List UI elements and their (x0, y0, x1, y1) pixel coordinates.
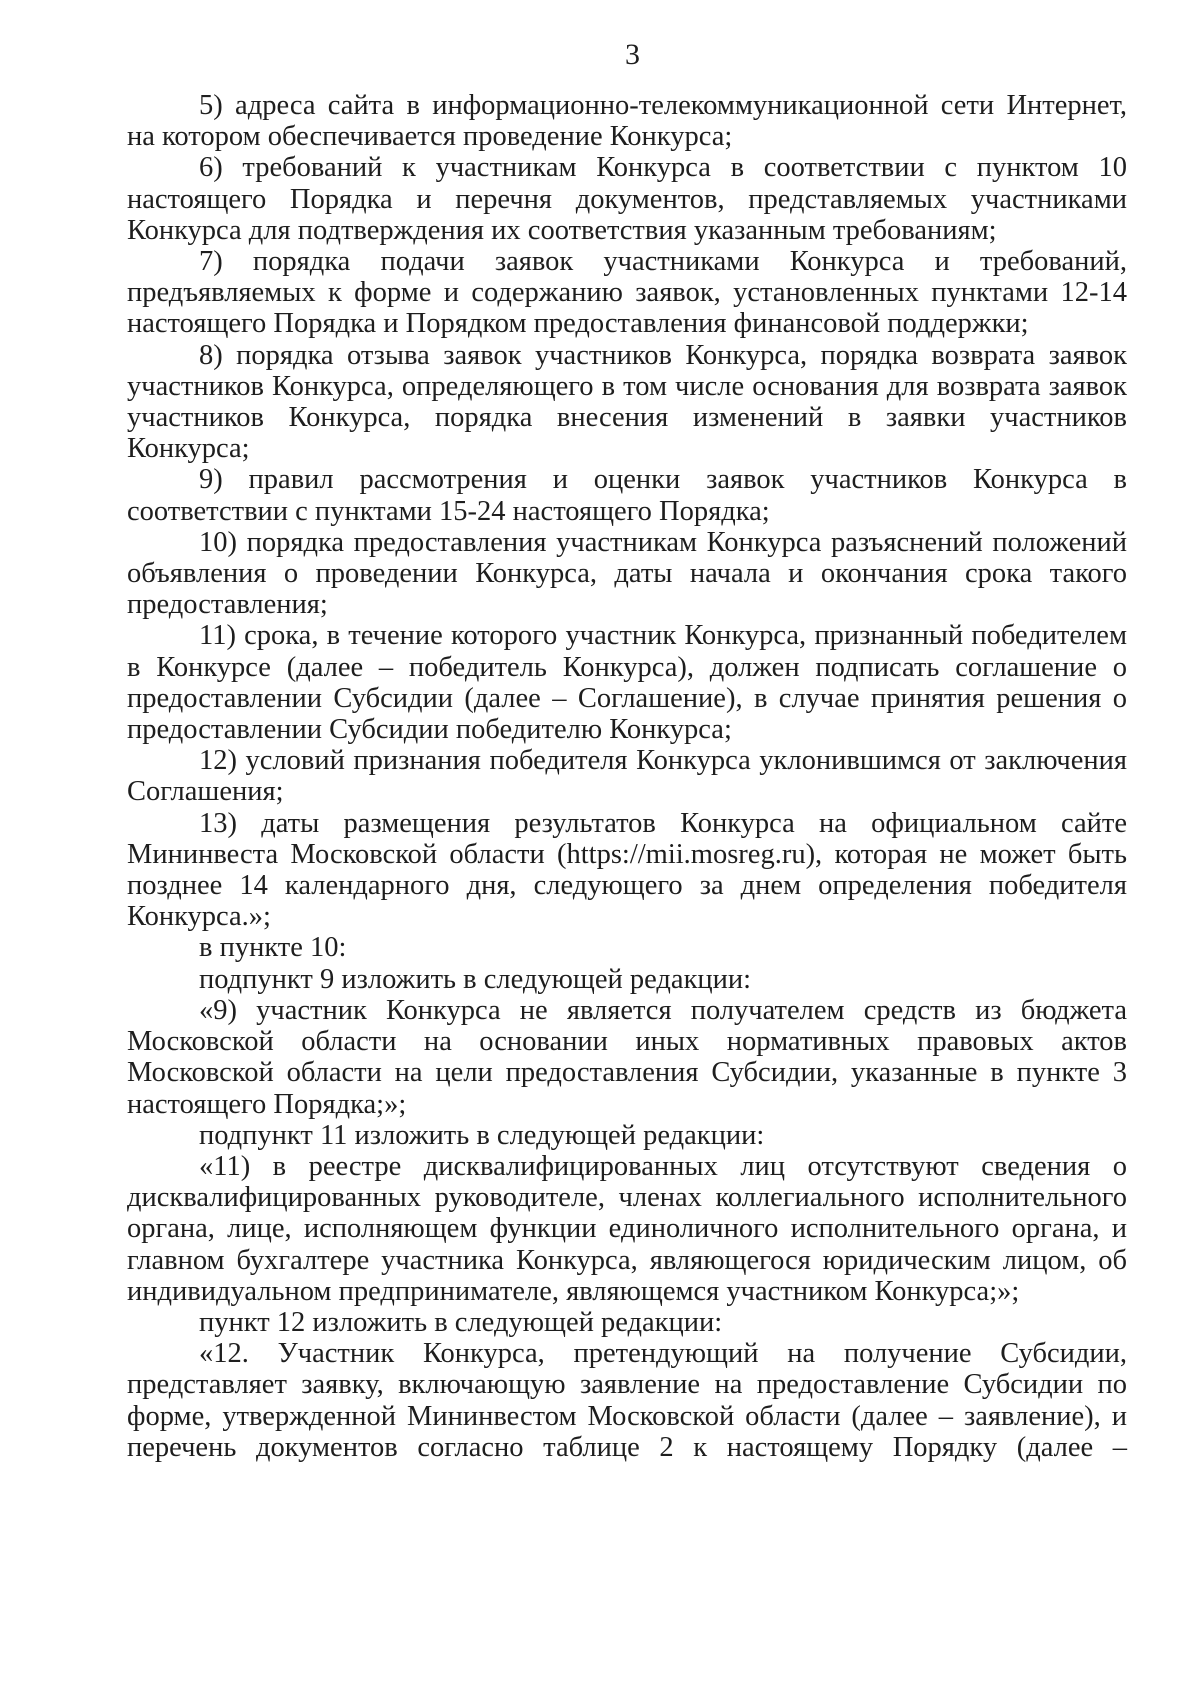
paragraph-item-5: 5) адреса сайта в информационно-телекоммуникационной сети Интернет, на котором обеспечивается проведение Конкурса; (127, 90, 1127, 153)
paragraph-point-12-intro: пункт 12 изложить в следующей редакции: (199, 1306, 723, 1338)
paragraph-item-9: 9) правил рассмотрения и оценки заявок участников Конкурса в соответствии с пунктами 15-24 настоящего Порядка; (127, 464, 1127, 527)
paragraph-subpoint-9-text: «9) участник Конкурса не является получателем средств из бюджета Московской области на основании иных нормативных правовых актов Московской области на цели предоставления Субсидии, указанные в пункте 3 настоящего Порядка;»; (127, 994, 1127, 1120)
paragraph-subpoint-9-intro: подпункт 9 изложить в следующей редакции: (199, 963, 752, 995)
paragraph-item-12: 12) условий признания победителя Конкурса уклонившимся от заключения Соглашения; (127, 745, 1127, 808)
document-body (127, 90, 1127, 1463)
paragraph-subpoint-11-intro: подпункт 11 изложить в следующей редакции: (199, 1119, 765, 1151)
paragraph-subpoint-11-text: «11) в реестре дисквалифицированных лиц отсутствуют сведения о дисквалифицированных руководителе, членах коллегиального исполнительного органа, лице, исполняющем функции единоличного исполнительного органа, и главном бухгалтере участника Конкурса, являющегося юридическим лицом, об индивидуальном предпринимателе, являющемся участником Конкурса;»; (127, 1150, 1127, 1307)
paragraph-point-12-text: «12. Участник Конкурса, претендующий на получение Субсидии, представляет заявку, включающую заявление на предоставление Субсидии по форме, утвержденной Мининвестом Московской области (далее – заявление), и перечень документов согласно таблице 2 к настоящему Порядку (далее – (127, 1338, 1127, 1463)
paragraph-point-10-heading: в пункте 10: (199, 932, 347, 964)
paragraph-item-10: 10) порядка предоставления участникам Конкурса разъяснений положений объявления о проведении Конкурса, даты начала и окончания срока такого предоставления; (127, 526, 1127, 621)
paragraph-item-6: 6) требований к участникам Конкурса в соответствии с пунктом 10 настоящего Порядка и перечня документов, представляемых участниками Конкурса для подтверждения их соответствия указанным требованиям; (127, 152, 1127, 246)
paragraph-item-7: 7) порядка подачи заявок участниками Конкурса и требований, предъявляемых к форме и содержанию заявок, установленных пунктами 12-14 настоящего Порядка и Порядком предоставления финансовой поддержки; (127, 246, 1127, 340)
paragraph-item-11: 11) срока, в течение которого участник Конкурса, признанный победителем в Конкурсе (далее – победитель Конкурса), должен подписать соглашение о предоставлении Субсидии (далее – Соглашение), в случае принятия решения о предоставлении Субсидии победителю Конкурса; (127, 620, 1127, 746)
paragraph-item-8: 8) порядка отзыва заявок участников Конкурса, порядка возврата заявок участников Конкурса, определяющего в том числе основания для возврата заявок участников Конкурса, порядка внесения изменений в заявки участников Конкурса; (127, 339, 1127, 465)
page-number: 3 (625, 38, 640, 71)
paragraph-item-13: 13) даты размещения результатов Конкурса на официальном сайте Мининвеста Московской области (https://mii.mosreg.ru), которая не может быть позднее 14 календарного дня, следующего за днем определения победителя Конкурса.»; (127, 807, 1127, 933)
